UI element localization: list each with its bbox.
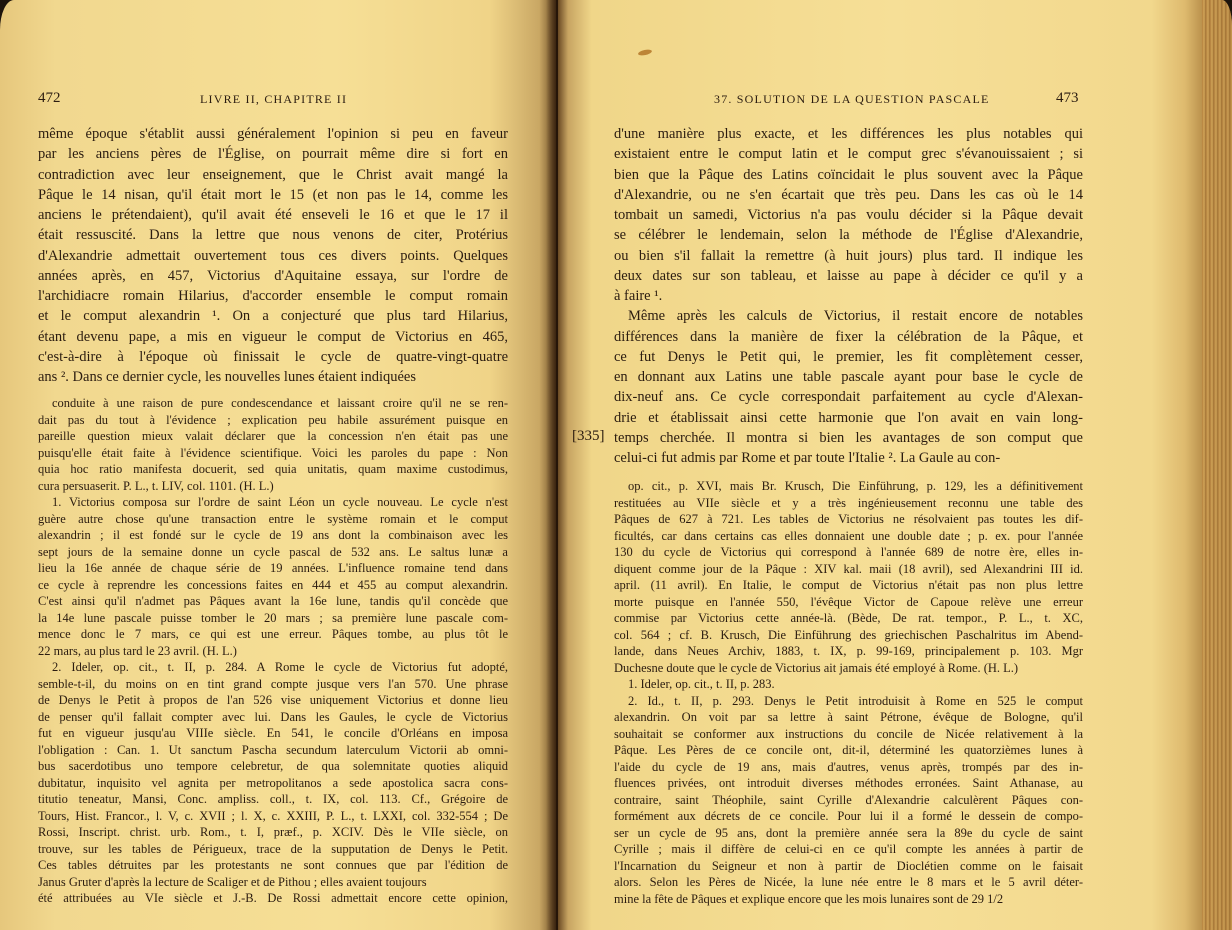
footnote-line: restituées au VIIe siècle et y a très ingénieusement reconnu une table des [614,495,1083,510]
text-line: ce fut Denys le Petit qui, le premier, les fit complètement cesser, [614,348,1083,365]
footnote-line: Duchesne doute que le cycle de Victorius ait jamais été employé à Rome. (H. L.) [614,660,1019,675]
footnote-line: bus sacerdotibus uno tempore celebretur, de qua solemnitate quoties aliquid [38,759,508,773]
footnote-line: diquent comme jour de la Pâque : XIV kal. maii (18 avril), sed Alexandrini III id. [614,561,1083,576]
text-line: et le comput alexandrin ¹. On a conjecturé que plus tard Hilarius, [38,308,508,325]
left-page [0,0,556,930]
text-line: différences dans la manière de fixer la célébration de la Pâque, et [614,328,1083,345]
text-line: Même après les calculs de Victorius, il restait encore de notables [628,308,1083,325]
footnote-line: Pâques de 627 à 721. Les tables de Victorius ne résolvaient pas toutes les dif- [614,512,1083,526]
text-line: existaient entre le comput latin et le comput grec s'évanouissaient ; si [614,146,1083,163]
text-line: deux dates sur son tableau, et laisse au pape à décider ce qu'il y a [614,267,1083,284]
footnote-line: été attribuées au VIe siècle et J.-B. De Rossi admettait encore cette opinion, [38,891,508,905]
text-line: dix-neuf ans. Ce cycle correspondait parfaitement au cycle d'Alexan- [614,389,1083,406]
text-line: celui-ci fut admis par Rome et par toute l'Italie ². La Gaule au con- [614,450,1001,466]
text-line: ou bien s'il fallait la remettre (à huit jours) plus tard. Il indique les [614,247,1083,264]
text-line: d'Alexandrie admettait ouvertement tous ces divers points. Quelques [38,247,508,264]
footnote-line: lande, dans Neues Archiv, 1883, t. IX, p. 99-169, principalement p. 103. Mgr [614,644,1083,658]
footnote-line: l'Incarnation du Seigneur et non à partir de Dioclétien comme on le faisait [614,858,1083,873]
page-number: 472 [38,90,61,106]
footnote-line: de penser qu'il fallait compter avec lui. Dans les Gaules, le cycle de Victorius [38,709,508,724]
footnote-line: Rossi, Inscript. christ. urb. Rom., t. I, præf., p. XCIV. Dès le VIIe siècle, on [38,825,508,839]
footnotes [38,395,508,907]
text-line: c'est-à-dire à l'époque où finissait le cycle de quatre-vingt-quatre [38,348,508,365]
footnote-line: dait pas du tout à l'évidence ; explication peu habile assurément puisque en [38,412,508,427]
footnote-line: conduite à une raison de pure condescendance et laissant croire qu'il ne se ren- [52,396,508,410]
text-line: à faire ¹. [614,288,663,304]
footnote-line: 2. Ideler, op. cit., t. II, p. 284. A Rome le cycle de Victorius fut adopté, [52,660,508,674]
text-line: temps cherchée. Il montra si bien les avantages de son comput que [614,429,1083,446]
footnote-line: commise par Victorius cette année-là. (Bède, De rat. tempor., P. L., t. XC, [614,611,1083,625]
footnote-line: op. cit., p. XVI, mais Br. Krusch, Die Einführung, p. 129, les a définitivement [628,479,1083,493]
margin-page-reference: [335] [572,428,605,444]
text-line: Pâque le 14 nisan, qu'il était mort le 15 (et non pas le 14, comme les [38,186,508,203]
footnote-line: fluences privées, ont introduit diverses méthodes erronées. Saint Athanase, au [614,776,1083,790]
footnote-line: quia hoc ratio manifesta docuerit, sed quia unitatis, quam maxime custodimus, [38,462,508,476]
footnote-line: mence donc le 7 mars, ce qui est une erreur. Pâques tombe, au plus tôt le [38,627,508,641]
text-line: se célébrer le lendemain, selon la méthode de l'Église d'Alexandrie, [614,227,1083,244]
text-line: drie et établissait ainsi cette harmonie que l'on avait en vain long- [614,409,1083,426]
footnote-line: semble-t-il, du moins on en tint grand compte jusque vers l'an 570. Une phrase [38,676,508,691]
text-line: l'archidiacre romain Hilarius, d'accorder ensemble le comput romain [38,288,508,304]
footnote-line: guère autre chose qu'une transaction entre le système romain et le comput [38,511,508,526]
footnote-line: l'obligation : Can. 1. Ut sanctum Pascha secundum laterculum Victorii ab omni- [38,742,508,757]
footnote-line: l'aide du cycle de 19 ans, mais d'autres, venus après, trompés par des in- [614,759,1083,774]
text-line: était ressuscité. Dans la lettre que nous venons de citer, Protérius [38,227,508,244]
footnote-line: Ces tables détruites par les protestants ne sont connues que par l'édition de [38,858,508,872]
text-line: d'une manière plus exacte, et les différences les plus notables qui [614,126,1083,142]
footnote-line: Pâque. Les Pères de ce concile ont, dit-il, déterminé les quatorzièmes lunes à [614,743,1083,757]
text-line: ans ². Dans ce dernier cycle, les nouvelles lunes étaient indiquées [38,369,416,385]
text-line: anciens le prétendaient), qu'il avait été enseveli le 16 et que le 17 il [38,207,508,223]
footnote-line: formément aux décrets de ce concile. Pour lui il a formé le dessein de compo- [614,809,1083,823]
text-line: par les anciens pères de l'Église, on pourrait même dire si fort en [38,146,508,163]
text-line: étant devenu pape, a mis en vigueur le comput de Victorius en 465, [38,328,508,345]
footnote-line: trouve, sur les tables de Périgueux, trace de la supputation de Denys le Petit. [38,841,508,856]
footnote-line: 130 du cycle de Victorius qui correspond à l'année 689 de notre ère, elles in- [614,545,1083,559]
footnote-line: souhaitait se conformer aux instructions du concile de Nicée relativement à la [614,726,1083,741]
text-line: années après, en 457, Victorius d'Aquitaine essaya, sur l'ordre de [38,267,508,284]
footnote-line: ser un cycle de 95 ans, dont la première année sera la 89e du cycle de saint [614,825,1083,840]
footnote-line: sept jours de la semaine donne un cycle pascal de 532 ans. Le saltus lunæ a [38,544,508,559]
text-line: contradiction avec leur enseignement, que le Christ avait mangé la [38,166,508,183]
footnote-line: april. (11 avril). En Italie, le comput de Victorius n'était pas non plus lettre [614,578,1083,592]
footnote-line: alors. Selon les Pères de Nicée, la lune née entre le 8 mars et le 5 avril déter- [614,875,1083,889]
footnote-line: fut en vigueur jusqu'au VIIIe siècle. En 541, le concile d'Orléans en imposa [38,726,508,740]
footnote-line: cura persuaserit. P. L., t. LIV, col. 1101. (H. L.) [38,478,274,493]
footnote-line: C'est ainsi qu'il n'admet pas Pâques avant la 16e lune, tandis qu'il concède que [38,594,508,608]
footnote-line: col. 564 ; cf. B. Krusch, Die Einführung des griechischen Paschalritus im Abend- [614,627,1083,642]
main-text [614,124,1083,468]
footnote-line: alexandrin. On voit par sa lettre à saint Pétrone, évêque de Bologne, qu'il [614,710,1083,724]
page-edges [1202,0,1232,930]
footnote-line: contraire, saint Théophile, saint Cyrille d'Alexandrie calculèrent Pâques con- [614,792,1083,807]
footnote-line: la 14e lune pascale puisse tomber le 20 mars ; sa première lune pascale com- [38,610,508,625]
footnote-line: dubitatur, inquisito vel agnita per metropolitanos a sede apostolica sacra cons- [38,775,508,790]
text-line: même époque s'établit aussi généralement l'opinion si peu en faveur [38,126,508,142]
running-head: 37. SOLUTION DE LA QUESTION PASCALE [714,92,990,106]
footnote-line: 2. Id., t. II, p. 293. Denys le Petit introduisit à Rome en 525 le comput [628,693,1083,708]
footnote-line: lieu la 16e année de chaque série de 19 années. L'influence romaine tend dans [38,561,508,575]
footnote-line: Tours, Hist. Francor., l. V, c. XVII ; l. X, c. XXIII, P. L., t. LXXI, col. 332-554 ; De [38,808,508,823]
text-line: tombait un samedi, Victorius n'a pas voulu décider si la Pâque devait [614,207,1083,223]
page-number: 473 [1056,90,1079,106]
footnote-line: alexandrin ; il est fondé sur le cycle de 19 ans dont la combinaison avec les [38,528,508,542]
footnote-line: mine la fête de Pâques et explique encore que les mois lunaires sont de 29 1/2 [614,891,1004,906]
right-page [558,0,1232,930]
running-head: LIVRE II, CHAPITRE II [200,92,348,106]
text-line: bien que la Pâque des Latins coïncidait le plus souvent avec la Pâque [614,166,1083,183]
footnote-line: ficultés, car dans certains cas elles donnaient une double date ; p. ex. pour l'année [614,528,1083,543]
footnote-line: puisqu'elle était faite à l'évidence scientifique. Voici les paroles du pape : Non [38,445,508,460]
footnote-line: de Denys le Petit à propos de l'an 526 vise uniquement Victorius et donne lieu [38,693,508,707]
footnote-line: 1. Victorius composa sur l'ordre de saint Léon un cycle nouveau. Le cycle n'est [52,495,508,509]
footnote-line: Janus Gruter d'après la lecture de Scaliger et de Pithou ; elles avaient toujours [38,874,427,889]
text-line: en donnant aux Latins une table pascale ayant pour base le cycle de [614,369,1083,385]
footnote-line: ce cycle à reprendre les concessions faites en 444 et 455 au comput alexandrin. [38,577,508,592]
footnote-line: Cyrille ; mais il diffère de celui-ci en ce qu'il compte les années à partir de [614,842,1083,856]
footnote-line: 1. Ideler, op. cit., t. II, p. 283. [628,677,775,691]
footnote-line: titutio teneatur, Mansi, Conc. ampliss. coll., t. IX, col. 113. Cf., Grégoire de [38,792,508,806]
footnote-line: pareille question mieux valait déclarer que la concession n'en était pas une [38,429,508,443]
ink-smudge [638,49,653,57]
footnotes [614,478,1083,907]
main-text [38,124,508,387]
text-line: d'Alexandrie, ou ne s'en écartait que très peu. Dans les cas où le 14 [614,186,1083,203]
footnote-line: morte puisque en l'année 550, l'évêque Victor de Capoue relève une erreur [614,594,1083,609]
footnote-line: 22 mars, au plus tard le 23 avril. (H. L.) [38,643,237,658]
